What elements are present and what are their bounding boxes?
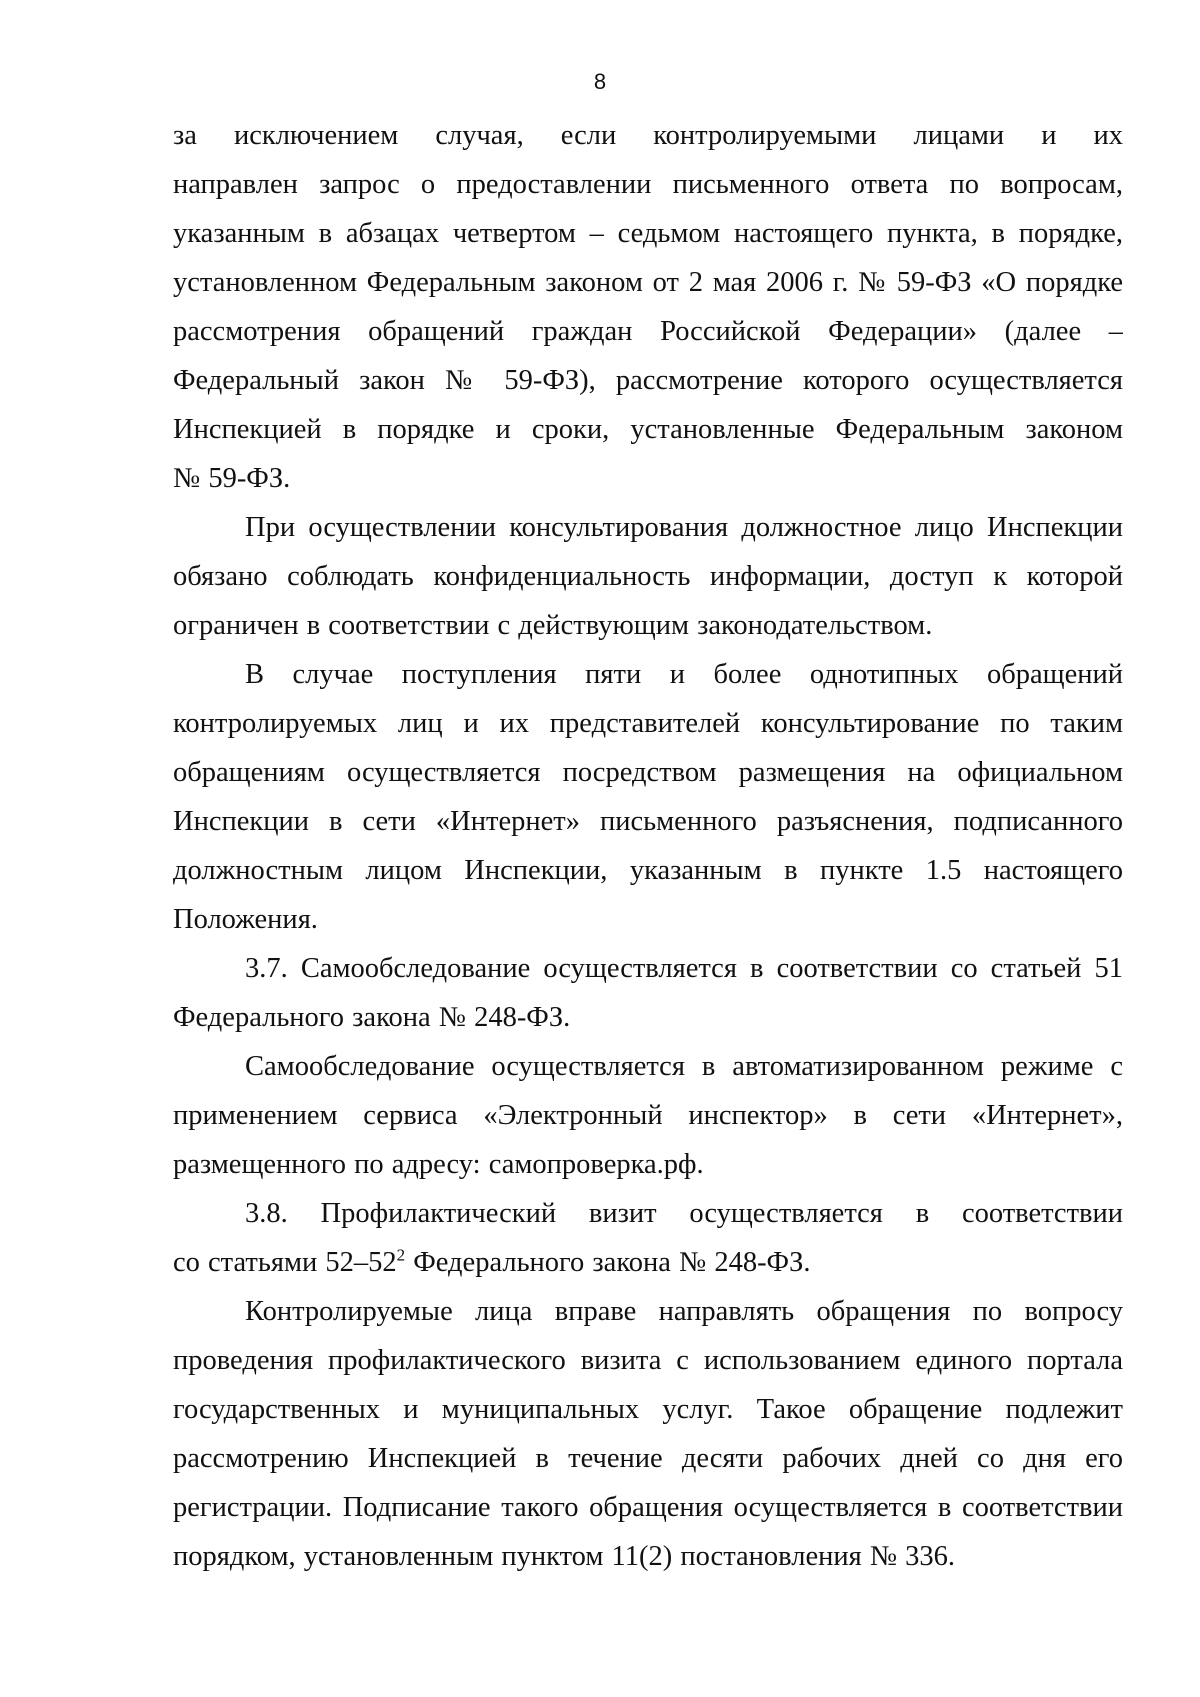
- text-line: Контролируемые лица вправе направлять обращения по вопросу: [245, 1296, 1123, 1327]
- paragraph: [173, 111, 1123, 503]
- text-line: 3.8. Профилактический визит осуществляется в соответствии: [245, 1198, 1123, 1229]
- paragraph: [173, 1042, 1123, 1189]
- text-fragment: со статьями 52–52: [173, 1247, 397, 1278]
- text-line: применением сервиса «Электронный инспектор» в сети «Интернет»,: [173, 1100, 1123, 1131]
- superscript: 2: [396, 1245, 406, 1265]
- paragraph: [173, 1287, 1123, 1581]
- text-line: обязано соблюдать конфиденциальность информации, доступ к которой: [173, 561, 1123, 592]
- text-fragment: Федерального закона № 248-ФЗ.: [405, 1247, 811, 1278]
- paragraph: [173, 650, 1123, 944]
- page-number: 8: [593, 69, 607, 94]
- text-line: Инспекции в сети «Интернет» письменного разъяснения, подписанного: [173, 806, 1123, 837]
- text-line: рассмотрению Инспекцией в течение десяти рабочих дней со дня его: [173, 1443, 1123, 1474]
- text-line: № 59-ФЗ.: [173, 463, 291, 494]
- text-line: Федерального закона № 248-ФЗ.: [173, 1002, 571, 1033]
- text-line: за исключением случая, если контролируемыми лицами и их: [173, 120, 1123, 151]
- text-line: регистрации. Подписание такого обращения осуществляется в соответствии: [173, 1492, 1123, 1523]
- text-line: В случае поступления пяти и более однотипных обращений: [245, 659, 1123, 690]
- paragraph: [173, 944, 1123, 1042]
- document-body: [173, 111, 1123, 1581]
- text-line: направлен запрос о предоставлении письменного ответа по вопросам,: [173, 169, 1123, 200]
- text-line: контролируемых лиц и их представителей консультирование по таким: [173, 708, 1123, 739]
- paragraph: [173, 1189, 1123, 1287]
- text-line: [173, 1238, 1123, 1287]
- text-line: Самообследование осуществляется в автоматизированном режиме с: [245, 1051, 1123, 1082]
- text-line: должностным лицом Инспекции, указанным в пункте 1.5 настоящего: [173, 855, 1123, 886]
- text-line: Федеральный закон № 59-ФЗ), рассмотрение которого осуществляется: [173, 365, 1123, 396]
- text-line: государственных и муниципальных услуг. Такое обращение подлежит: [173, 1394, 1123, 1425]
- text-line: рассмотрения обращений граждан Российской Федерации» (далее –: [173, 316, 1123, 347]
- text-line: указанным в абзацах четвертом – седьмом настоящего пункта, в порядке,: [173, 218, 1123, 249]
- text-line: проведения профилактического визита с использованием единого портала: [173, 1345, 1123, 1376]
- text-line: размещенного по адресу: самопроверка.рф.: [173, 1149, 704, 1180]
- text-line: ограничен в соответствии с действующим законодательством.: [173, 610, 933, 641]
- paragraph: [173, 503, 1123, 650]
- text-line: обращениям осуществляется посредством размещения на официальном: [173, 757, 1123, 788]
- text-line: Положения.: [173, 904, 318, 935]
- text-line: 3.7. Самообследование осуществляется в соответствии со статьей 51: [245, 953, 1123, 984]
- text-line: Инспекцией в порядке и сроки, установленные Федеральным законом: [173, 414, 1123, 445]
- text-line: порядком, установленным пунктом 11(2) постановления № 336.: [173, 1541, 956, 1572]
- text-line: При осуществлении консультирования должностное лицо Инспекции: [245, 512, 1123, 543]
- text-line: установленном Федеральным законом от 2 мая 2006 г. № 59-ФЗ «О порядке: [173, 267, 1123, 298]
